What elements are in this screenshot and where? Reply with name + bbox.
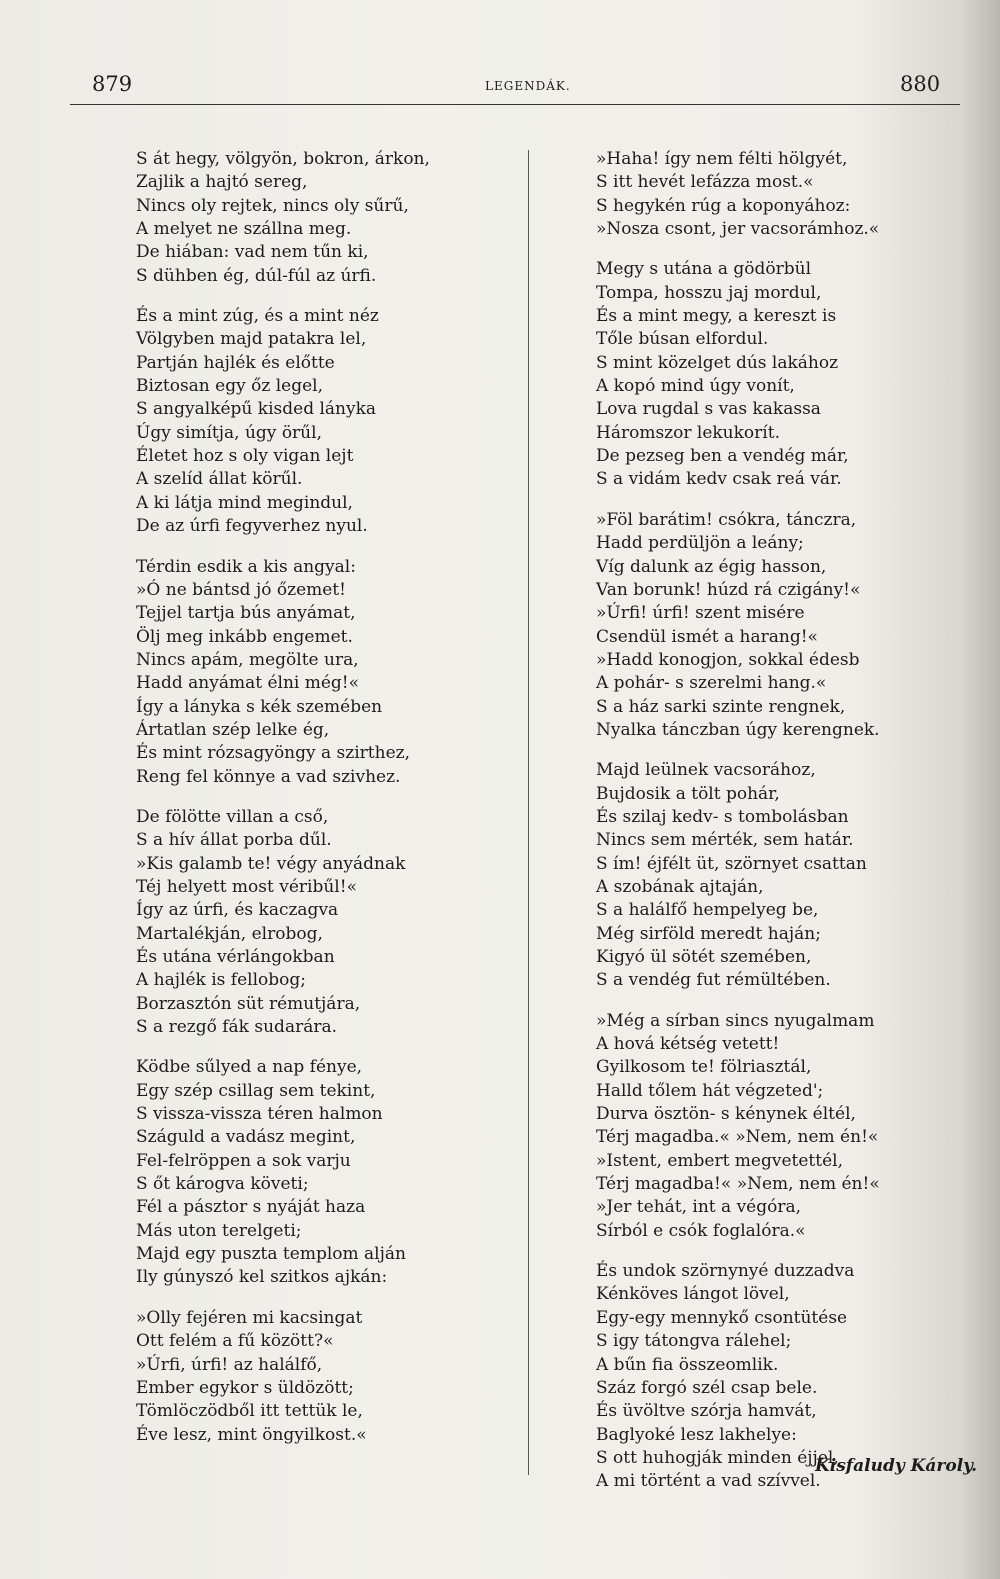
verse-line: »Föl barátim! csókra, tánczra, [596, 509, 857, 530]
verse-line: Ember egykor s üldözött; [136, 1377, 354, 1398]
verse-line: Ily gúnyszó kel szitkos ajkán: [136, 1267, 388, 1288]
verse-line: Völgyben majd patakra lel, [136, 329, 367, 350]
poem-column-right [596, 148, 966, 1511]
verse-line: De pezseg ben a vendég már, [596, 446, 849, 467]
verse-line: S ott huhogják minden éjjel, [596, 1447, 839, 1468]
verse-line: Van borunk! húzd rá czigány!« [596, 579, 861, 600]
verse-line: Így a lányka s kék szemében [136, 696, 383, 717]
verse-line: Biztosan egy őz legel, [136, 376, 323, 397]
stanza [136, 305, 506, 538]
verse-line: De fölötte villan a cső, [136, 806, 329, 827]
verse-line: Ölj meg inkább engemet. [136, 626, 353, 647]
stanza [136, 148, 506, 288]
verse-line: »Olly fejéren mi kacsingat [136, 1307, 363, 1328]
verse-line: Zajlik a hajtó sereg, [136, 172, 308, 193]
verse-line: Más uton terelgeti; [136, 1220, 302, 1241]
verse-line: Csendül ismét a harang!« [596, 626, 818, 647]
header-rule [70, 104, 960, 105]
verse-line: Ködbe sűlyed a nap fénye, [136, 1057, 363, 1078]
page-header [0, 72, 1000, 102]
verse-line: Megy s utána a gödörbül [596, 259, 812, 280]
verse-line: Fel-felröppen a sok varju [136, 1150, 351, 1171]
stanza [596, 759, 966, 992]
verse-line: »Hadd konogjon, sokkal édesb [596, 649, 860, 670]
verse-line: És üvöltve szórja hamvát, [596, 1401, 817, 1422]
verse-line: A mi történt a vad szívvel. [596, 1471, 821, 1492]
verse-line: Gyilkosom te! fölriasztál, [596, 1057, 812, 1078]
verse-line: S mint közelget dús lakához [596, 352, 839, 373]
verse-line: »Nosza csont, jer vacsorámhoz.« [596, 219, 880, 240]
stanza [136, 556, 506, 789]
verse-line: A szobának ajtaján, [596, 876, 764, 897]
verse-line: Egy szép csillag sem tekint, [136, 1080, 376, 1101]
verse-line: Tömlöczödből itt tettük le, [136, 1401, 363, 1422]
verse-line: Borzasztón süt rémutjára, [136, 993, 361, 1014]
verse-line: A ki látja mind megindul, [136, 492, 353, 513]
verse-line: »Kis galamb te! végy anyádnak [136, 853, 406, 874]
verse-line: Majd leülnek vacsorához, [596, 760, 816, 781]
verse-line: »Ó ne bántsd jó őzemet! [136, 579, 346, 600]
verse-line: Száguld a vadász megint, [136, 1127, 356, 1148]
stanza [136, 1307, 506, 1447]
verse-line: Hadd anyámat élni még!« [136, 673, 360, 694]
verse-line: A pohár- s szerelmi hang.« [596, 673, 827, 694]
verse-line: S vissza-vissza téren halmon [136, 1104, 383, 1125]
verse-line: A kopó mind úgy vonít, [596, 376, 795, 397]
verse-line: És undok szörnynyé duzzadva [596, 1261, 855, 1282]
verse-line: De hiában: vad nem tűn ki, [136, 242, 369, 263]
verse-line: A szelíd állat körűl. [136, 469, 303, 490]
verse-line: S a hív állat porba dűl. [136, 830, 332, 851]
verse-line: »Úrfi! úrfi! szent misére [596, 603, 805, 624]
verse-line: És utána vérlángokban [136, 947, 335, 967]
verse-line: Így az úrfi, és kaczagva [136, 900, 339, 921]
verse-line: Térj magadba.« »Nem, nem én!« [596, 1127, 879, 1148]
verse-line: S a vidám kedv csak reá vár. [596, 469, 842, 490]
verse-line: Úgy simítja, úgy örűl, [136, 422, 322, 443]
verse-line: S itt hevét lefázza most.« [596, 172, 814, 193]
stanza [596, 1010, 966, 1243]
stanza [596, 509, 966, 742]
verse-line: És a mint zúg, és a mint néz [136, 306, 379, 327]
verse-line: S őt károgva követi; [136, 1174, 309, 1195]
verse-line: Reng fel könnye a vad szivhez. [136, 766, 401, 787]
verse-line: Kénköves lángot lövel, [596, 1284, 790, 1305]
verse-line: Durva ösztön- s kénynek éltél, [596, 1104, 856, 1125]
stanza [596, 258, 966, 491]
verse-line: És a mint megy, a kereszt is [596, 306, 837, 327]
verse-line: A bűn fia összeomlik. [596, 1354, 779, 1375]
verse-line: S ím! éjfélt üt, szörnyet csattan [596, 853, 867, 874]
verse-line: A hová kétség vetett! [596, 1034, 780, 1055]
verse-line: S dühben ég, dúl-fúl az úrfi. [136, 265, 377, 286]
verse-line: Egy-egy mennykő csontütése [596, 1307, 848, 1328]
verse-line: Baglyoké lesz lakhelye: [596, 1424, 797, 1445]
verse-line: A melyet ne szállna meg. [136, 219, 352, 240]
page-number-right: 880 [900, 72, 941, 96]
verse-line: És mint rózsagyöngy a szirthez, [136, 743, 411, 764]
verse-line: Még sirföld meredt haján; [596, 923, 821, 944]
verse-line: Térj magadba!« »Nem, nem én!« [596, 1174, 880, 1195]
verse-line: Életet hoz s oly vigan lejt [136, 446, 354, 467]
verse-line: Kigyó ül sötét szemében, [596, 947, 812, 967]
verse-line: S a ház sarki szinte rengnek, [596, 696, 846, 717]
stanza [136, 1056, 506, 1289]
verse-line: Fél a pásztor s nyáját haza [136, 1197, 366, 1218]
verse-line: S át hegy, völgyön, bokron, árkon, [136, 149, 430, 169]
verse-line: Nincs sem mérték, sem határ. [596, 830, 854, 851]
verse-line: S igy tátongva rálehel; [596, 1331, 792, 1352]
verse-line: »Haha! így nem félti hölgyét, [596, 149, 848, 169]
verse-line: »Istent, embert megvetettél, [596, 1150, 843, 1171]
verse-line: Halld tőlem hát végzeted'; [596, 1080, 824, 1101]
verse-line: Nincs apám, megölte ura, [136, 649, 359, 670]
verse-line: Nyalka tánczban úgy kerengnek. [596, 719, 880, 740]
verse-line: S a rezgő fák sudarára. [136, 1017, 338, 1038]
column-divider [528, 150, 529, 1475]
verse-line: Martalékján, elrobog, [136, 923, 323, 944]
verse-line: Hadd perdüljön a leány; [596, 533, 804, 554]
verse-line: Partján hajlék és előtte [136, 352, 335, 373]
verse-line: Térdin esdik a kis angyal: [136, 556, 356, 577]
verse-line: S angyalképű kisded lányka [136, 399, 377, 420]
verse-line: A hajlék is fellobog; [136, 970, 306, 991]
verse-line: Bujdosik a tölt pohár, [596, 783, 780, 804]
verse-line: S a halálfő hempelyeg be, [596, 900, 819, 921]
verse-line: Víg dalunk az égig hasson, [596, 556, 827, 577]
verse-line: Téj helyett most véribűl!« [136, 876, 357, 897]
verse-line: Nincs oly rejtek, nincs oly sűrű, [136, 195, 409, 216]
page-number-left: 879 [92, 72, 133, 96]
verse-line: Majd egy puszta templom alján [136, 1244, 406, 1265]
verse-line: »Úrfi, úrfi! az halálfő, [136, 1354, 323, 1375]
verse-line: S hegykén rúg a koponyához: [596, 195, 851, 216]
poem-column-left [136, 148, 506, 1464]
verse-line: Háromszor lekukorít. [596, 422, 780, 443]
verse-line: »Jer tehát, int a végóra, [596, 1197, 802, 1218]
verse-line: Ott felém a fű között?« [136, 1331, 334, 1352]
verse-line: Tompa, hosszu jaj mordul, [596, 282, 822, 303]
verse-line: »Még a sírban sincs nyugalmam [596, 1010, 875, 1031]
stanza [596, 148, 966, 241]
verse-line: S a vendég fut rémültében. [596, 970, 831, 991]
stanza [136, 806, 506, 1039]
verse-line: És szilaj kedv- s tombolásban [596, 806, 849, 827]
verse-line: Ártatlan szép lelke ég, [136, 719, 330, 740]
running-title: LEGENDÁK. [485, 79, 571, 93]
verse-line: Éve lesz, mint öngyilkost.« [136, 1424, 367, 1445]
verse-line: Tejjel tartja bús anyámat, [136, 603, 356, 624]
verse-line: Sírból e csók foglalóra.« [596, 1220, 806, 1241]
verse-line: De az úrfi fegyverhez nyul. [136, 516, 368, 537]
verse-line: Lova rugdal s vas kakassa [596, 399, 821, 420]
verse-line: Száz forgó szél csap bele. [596, 1377, 818, 1398]
verse-line: Tőle búsan elfordul. [596, 329, 769, 350]
author-signature: Kisfaludy Károly. [815, 1456, 978, 1476]
